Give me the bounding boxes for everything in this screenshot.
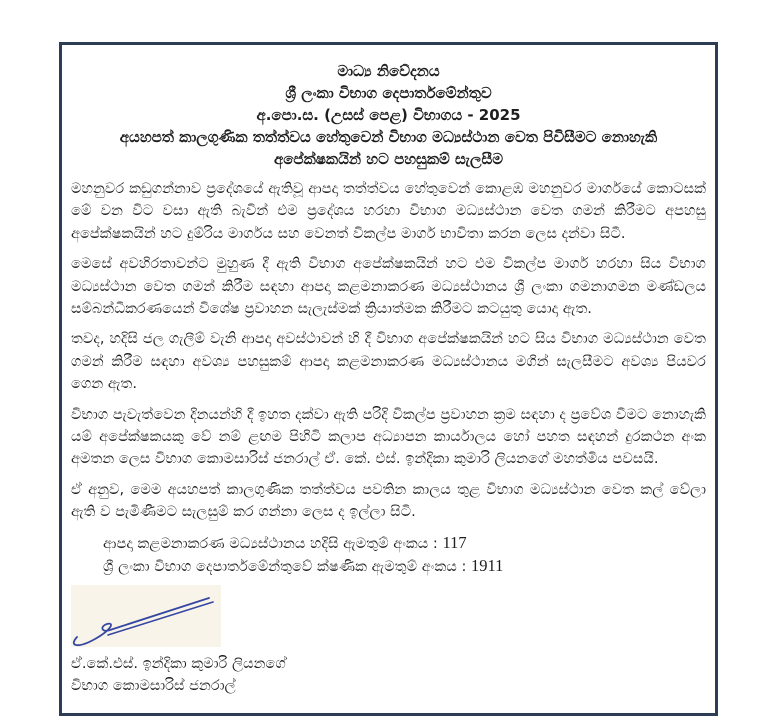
header-line-media-notice: මාධ්‍ය නිවේදනය <box>337 62 440 80</box>
paragraph-arrive-early: ඒ අනුව, මෙම අයහපත් කාලගුණික තත්ත්වය පවතින කාලය තුළ විභාග මධ්‍යස්ථාන වෙත කල් වේලා ඇති ව පැමිණීමට සැලසුම් කර ගන්නා ලෙස ද ඉල්ලා සිටී. <box>71 480 706 521</box>
paragraph-flood-facilities: තවද, හදිසි ජල ගැලීම් වැනි ආපදා අවස්ථාවන් හි දී විභාග අපේක්ෂකයින් හට සිය විභාග මධ්‍යස්ථාන වෙත ගමන් කිරීම සඳහා අවශ්‍ය පහසුකම් ආපදා කළමනාකරණ මධ්‍යස්ථානය මගින් සැලසීමට අවශ්‍ය පියවර ගෙන ඇත. <box>71 330 706 393</box>
signature-image <box>71 585 221 647</box>
header-line-subject-2: අපේක්ෂකයින් හට පහසුකම් සැලසීම <box>273 150 504 168</box>
hotline-dmc-label: ආපදා කළමනාකරණ මධ්‍යස්ථානය හදිසි ඇමතුම් අංකය : <box>103 534 438 552</box>
hotline-list <box>103 532 706 579</box>
signatory-title: විභාග කොමසාරිස් ජනරාල් <box>71 676 236 694</box>
hotline-disaster-management <box>103 532 706 555</box>
hotline-exam-department <box>103 555 706 578</box>
header-line-subject-1: අයහපත් කාලගුණික තත්ත්වය හේතුවෙන් විභාග මධ්‍යස්ථාන වෙත පිවිසීමට නොහැකි <box>119 128 658 146</box>
hotline-doe-label: ශ්‍රී ලංකා විභාග දෙපාර්තමේන්තුවේ ක්ෂණික ඇමතුම් අංකය : <box>103 558 467 576</box>
paragraph-contact-instruction: විභාග පැවැත්වෙන දිනයන්හි දී ඉහත දක්වා ඇති පරිදි විකල්ප ප්‍රවාහන ක්‍රම සඳහා ද ප්‍රවේශ වීමට නොහැකි යම් අපේක්ෂකයකු වේ නම් ළඟම පිහිටි කලාප අධ්‍යාපන කාර්යාලය හෝ පහත සඳහන් දුරකථන අංක අමතන ලෙස විභාග කොමසාරිස් ජනරාල් ඒ. කේ. එස්. ඉන්දිකා කුමාරි ලියනගේ මහත්මිය පවසයි. <box>71 405 707 468</box>
signatory-name: ඒ.කේ.එස්. ඉන්දිකා කුමාරි ලියනගේ <box>71 654 286 672</box>
paragraph-road-closure: මහනුවර කඩුගන්නාව ප්‍රදේශයේ ඇතිවූ ආපදා තත්ත්වය හේතුවෙන් කොළඹ මහනුවර මාර්ගයේ කොටසක් මේ වන විට වසා ඇති බැවින් එම ප්‍රදේශය හරහා විභාග මධ්‍යස්ථාන වෙත ගමන් කිරීමට අපහසු අපේක්ෂකයින් හට දුම්රිය මාර්ගය සහ වෙනත් විකල්ප මාර්ග භාවිතා කරන ලෙස දන්වා සිටී. <box>71 180 706 242</box>
signature-block <box>71 585 706 698</box>
hotline-dmc-number: 117 <box>442 532 467 552</box>
paragraph-transport-plan: මෙසේ අවහිරතාවන්ට මුහුණ දී ඇති විභාග අපේක්ෂකයින් හට එම විකල්ප මාර්ග හරහා සිය විභාග මධ්‍යස්ථාන වෙත ගමන් කිරීම සඳහා ආපදා කළමනාකරණ මධ්‍යස්ථානය ශ්‍රී ලංකා ගමනාගමන මණ්ඩලය සම්බන්ධීකරණයෙන් විශේෂ ප්‍රවාහන සැලැස්මක් ක්‍රියාත්මක කිරීමට කටයුතු යොදා ඇත. <box>71 255 706 318</box>
document-header <box>71 60 706 170</box>
header-line-department: ශ්‍රී ලංකා විභාග දෙපාර්තමේන්තුව <box>285 84 492 102</box>
hotline-doe-number: 1911 <box>471 556 504 576</box>
document-border-frame <box>59 42 718 716</box>
header-line-exam-year: අ.පො.ස. (උසස් පෙළ) විභාගය - 2025 <box>256 106 521 124</box>
signature-stroke <box>71 585 221 647</box>
